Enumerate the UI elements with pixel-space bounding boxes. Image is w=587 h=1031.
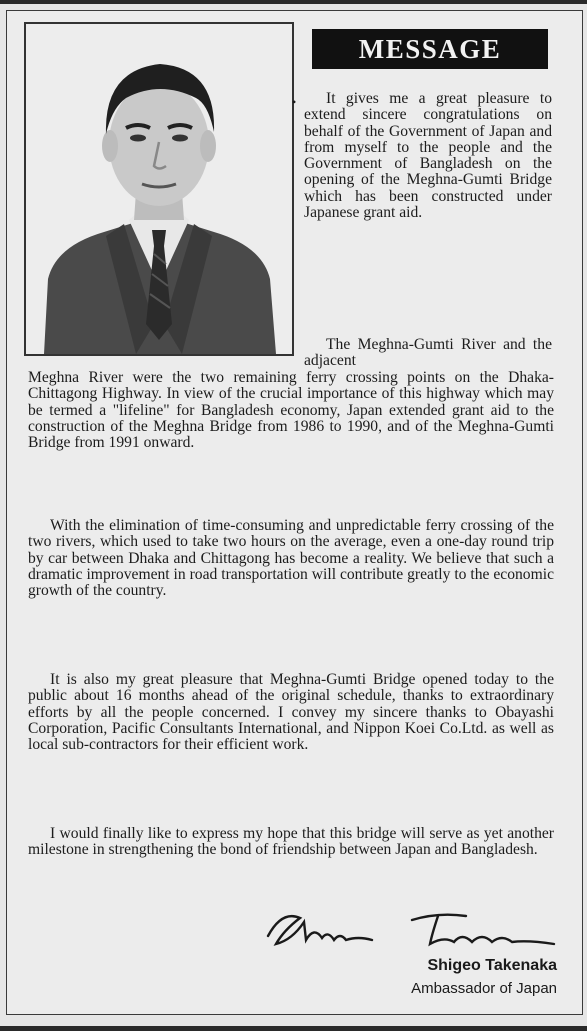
paragraph-1 — [304, 91, 552, 221]
signatory-title: Ambassador of Japan — [411, 980, 557, 997]
paragraph-5 — [28, 826, 554, 859]
paragraph-4 — [28, 672, 554, 753]
paragraph-2-start — [304, 337, 552, 370]
portrait-photo — [24, 22, 297, 356]
handwritten-signature — [262, 900, 562, 956]
bottom-rule — [0, 1026, 587, 1031]
message-heading: MESSAGE — [312, 29, 548, 69]
paragraph-2-continued: Meghna River were the two remaining ferry crossing points on the Dhaka-Chittagong Highway. In view of the crucial importance of this highway which may be termed a "lifeline" for Bangladesh economy, Japan extended grant aid to the construction of the Meghna Bridge from 1986 to 1990, and of the Meghna-Gumti Bridge from 1991 onward. — [28, 369, 554, 452]
paragraph-5-text: I would finally like to express my hope that this bridge will serve as yet another milestone in strengthening the bond of friendship between Japan and Bangladesh. — [28, 825, 554, 859]
paragraph-1-text: It gives me a great pleasure to extend sincere congratulations on behalf of the Government of Japan and from myself to the people and the Government of Bangladesh on the opening of the Meghna-Gumti Bridge which has been constructed under Japanese grant aid. — [304, 90, 552, 222]
paragraph-4-text: It is also my great pleasure that Meghna-Gumti Bridge opened today to the public about 16 months ahead of the original schedule, thanks to extraordinary efforts by all the people concerned. I convey my sincere thanks to Obayashi Corporation, Pacific Consultants International, and Nippon Koei Co.Ltd. as well as local sub-contractors for their efficient work. — [28, 671, 554, 754]
paragraph-3 — [28, 518, 554, 599]
portrait-illustration — [26, 24, 292, 354]
top-rule — [0, 0, 587, 4]
signatory-name: Shigeo Takenaka — [427, 957, 557, 974]
bullet-dot: • — [292, 95, 297, 109]
paragraph-3-text: With the elimination of time-consuming and unpredictable ferry crossing of the two rivers, which used to take two hours on the average, even a one-day round trip by car between Dhaka and Chittagong has become a reality. We believe that such a dramatic improvement in road transportation will contribute greatly to the economic growth of the country. — [28, 517, 554, 600]
paragraph-2-start-text: The Meghna-Gumti River and the adjacent — [304, 336, 552, 370]
